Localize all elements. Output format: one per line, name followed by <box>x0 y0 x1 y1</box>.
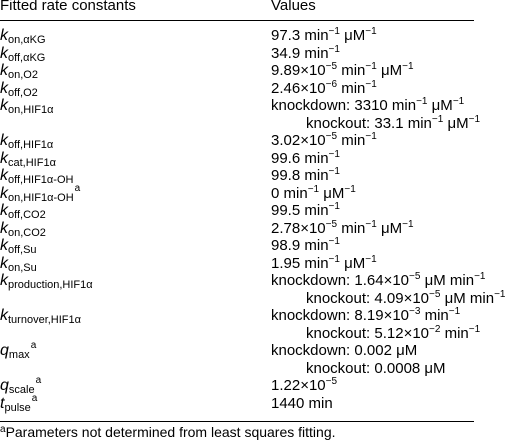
value-exponent: −1 <box>452 96 465 107</box>
symbol-subscript: max <box>8 349 30 361</box>
symbol-base: k <box>0 27 8 44</box>
parameter-value <box>271 255 377 272</box>
parameter-value <box>306 115 480 132</box>
symbol-base: k <box>0 219 8 237</box>
value-unit: μM min <box>440 289 495 307</box>
parameter-symbol <box>0 62 38 79</box>
value-text: 1.95 min <box>271 254 329 272</box>
value-unit: min <box>420 307 449 324</box>
parameter-symbol <box>0 97 54 114</box>
symbol-base: k <box>0 272 8 289</box>
parameter-symbol <box>0 150 56 167</box>
table-row <box>0 182 474 204</box>
table-row <box>0 150 474 167</box>
value-exponent: −1 <box>402 218 414 230</box>
symbol-base: q <box>0 342 9 359</box>
symbol-base: k <box>0 307 8 324</box>
value-text: 9.89×10 <box>271 62 326 79</box>
value-exponent: −1 <box>468 323 481 335</box>
table-row <box>0 342 474 359</box>
footnote-text: Parameters not determined from least squares fitting. <box>5 424 336 440</box>
value-exponent: −5 <box>325 131 338 142</box>
footnote <box>0 424 336 440</box>
header-values: Values <box>271 0 316 14</box>
value-text: 97.3 min <box>271 27 329 44</box>
table-header <box>0 0 474 18</box>
symbol-base: k <box>0 79 8 97</box>
symbol-subscript: cat,HIF1α <box>8 156 56 169</box>
value-exponent: −1 <box>328 201 340 212</box>
table-row <box>0 271 486 291</box>
value-text: 99.5 min <box>271 202 329 219</box>
table-row <box>0 288 505 307</box>
value-exponent: −5 <box>429 288 441 300</box>
parameter-symbol <box>0 202 46 219</box>
value-exponent: −1 <box>365 218 377 230</box>
symbol-base: k <box>0 184 8 202</box>
parameter-value <box>271 132 377 149</box>
value-text: knockdown: 0.002 μM <box>271 342 418 359</box>
value-exponent: −1 <box>328 26 340 37</box>
value-unit: min <box>337 132 366 149</box>
table-row <box>0 45 474 62</box>
value-exponent: −3 <box>409 306 421 317</box>
value-unit: μM <box>427 97 453 114</box>
symbol-subscript: on,αKG <box>8 34 46 46</box>
value-text: 0 min <box>271 184 308 202</box>
symbol-base: k <box>0 44 8 62</box>
parameter-value <box>271 237 340 254</box>
value-text: knockdown: 1.64×10 <box>271 272 410 289</box>
symbol-subscript: on,O2 <box>8 69 38 81</box>
value-exponent: −1 <box>448 306 461 317</box>
table-row <box>0 27 474 44</box>
value-exponent: −5 <box>325 376 338 387</box>
symbol-subscript: off,Su <box>8 244 37 256</box>
symbol-base: k <box>0 132 8 149</box>
parameter-symbol <box>0 27 46 44</box>
symbol-subscript: scale <box>8 384 35 396</box>
value-exponent: −1 <box>328 236 340 247</box>
symbol-subscript: on,CO2 <box>8 226 46 239</box>
value-unit: μM <box>339 254 366 272</box>
parameter-symbol <box>0 80 38 97</box>
value-text: 99.8 min <box>271 167 329 184</box>
value-text: knockout: 4.09×10 <box>306 289 430 307</box>
value-text: 34.9 min <box>271 44 329 62</box>
value-exponent: −1 <box>328 166 340 177</box>
symbol-subscript: off,HIF1α <box>8 139 54 151</box>
parameter-value <box>271 272 486 289</box>
parameter-value <box>271 97 464 114</box>
value-exponent: −1 <box>416 96 428 107</box>
value-exponent: −1 <box>494 288 505 300</box>
value-exponent: −5 <box>325 61 338 72</box>
symbol-base: k <box>0 149 8 167</box>
table-row <box>0 80 474 97</box>
table-row <box>0 255 474 272</box>
parameter-value <box>271 377 337 394</box>
parameter-symbol <box>0 342 36 359</box>
value-exponent: −1 <box>402 61 414 72</box>
parameter-value <box>271 150 340 167</box>
value-exponent: −2 <box>429 323 441 335</box>
value-text: 2.46×10 <box>271 79 326 97</box>
parameter-value <box>271 202 340 219</box>
table-row <box>0 97 474 114</box>
header-fitted-rate-constants: Fitted rate constants <box>0 0 136 14</box>
symbol-subscript: on,HIF1α-OH <box>8 191 74 204</box>
value-unit: μM <box>319 184 345 202</box>
symbol-base: k <box>0 254 8 272</box>
value-exponent: −1 <box>328 148 340 160</box>
parameter-value <box>271 220 414 237</box>
value-exponent: −1 <box>344 183 356 195</box>
parameter-symbol <box>0 237 37 254</box>
table-row <box>0 113 481 132</box>
value-text: 2.78×10 <box>271 219 326 237</box>
symbol-superscript: a <box>30 340 37 351</box>
value-unit: μM min <box>420 272 475 289</box>
parameter-symbol <box>0 272 93 289</box>
table-row <box>0 360 474 377</box>
table-row <box>0 323 481 342</box>
value-text: 1.22×10 <box>271 377 326 394</box>
parameter-value <box>306 360 446 377</box>
parameter-value <box>271 185 356 202</box>
value-unit: min <box>337 79 366 97</box>
value-unit: min <box>440 324 469 342</box>
table-row <box>0 377 474 394</box>
value-exponent: −1 <box>365 61 377 72</box>
symbol-base: k <box>0 62 8 79</box>
value-exponent: −5 <box>325 218 338 230</box>
value-text: 1440 min <box>271 394 333 412</box>
parameter-value <box>271 80 377 97</box>
value-text: knockdown: 3310 min <box>271 97 417 114</box>
table-row <box>0 307 474 324</box>
value-text: knockout: 5.12×10 <box>306 324 430 342</box>
value-exponent: −1 <box>307 183 320 195</box>
symbol-superscript: a <box>35 375 42 386</box>
value-exponent: −1 <box>365 26 377 37</box>
value-unit: μM <box>443 114 469 132</box>
footnote-mark: a <box>0 424 6 435</box>
symbol-superscript: a <box>31 392 38 404</box>
bottom-rule <box>0 421 474 422</box>
value-text: 3.02×10 <box>271 132 326 149</box>
symbol-superscript: a <box>74 182 81 194</box>
parameter-value <box>271 307 460 324</box>
parameter-symbol <box>0 220 46 237</box>
table-row <box>0 132 474 149</box>
symbol-base: q <box>0 377 9 394</box>
symbol-base: t <box>0 394 5 412</box>
parameter-value <box>271 45 340 62</box>
value-exponent: −1 <box>431 113 444 125</box>
symbol-subscript: production,HIF1α <box>8 279 93 291</box>
parameter-symbol <box>0 182 81 204</box>
value-exponent: −1 <box>365 131 377 142</box>
parameter-value <box>271 342 417 359</box>
parameter-symbol <box>0 307 81 324</box>
symbol-subscript: off,HIF1α-OH <box>8 174 74 186</box>
value-text: 98.9 min <box>271 237 329 254</box>
symbol-base: k <box>0 237 8 254</box>
symbol-base: k <box>0 97 8 114</box>
table-row <box>0 392 474 414</box>
value-exponent: −5 <box>409 271 421 282</box>
value-unit: min <box>337 219 366 237</box>
symbol-subscript: off,CO2 <box>8 209 46 221</box>
parameter-symbol <box>0 167 73 184</box>
parameter-value <box>306 325 480 342</box>
symbol-base: k <box>0 167 8 184</box>
parameter-value <box>306 290 505 307</box>
value-exponent: −1 <box>365 78 377 90</box>
symbol-subscript: on,HIF1α <box>8 104 54 116</box>
value-unit: μM <box>376 219 403 237</box>
value-unit: μM <box>339 27 366 44</box>
table-row <box>0 62 474 79</box>
symbol-subscript: off,αKG <box>8 51 46 64</box>
parameter-symbol <box>0 45 45 62</box>
value-exponent: −1 <box>468 113 481 125</box>
parameter-value <box>271 167 340 184</box>
table-row <box>0 237 474 254</box>
symbol-subscript: pulse <box>4 401 31 414</box>
value-exponent: −6 <box>325 78 338 90</box>
parameter-symbol <box>0 255 37 272</box>
value-unit: μM <box>376 62 403 79</box>
value-exponent: −1 <box>474 271 486 282</box>
table-row <box>0 167 474 184</box>
symbol-subscript: on,Su <box>8 261 37 274</box>
parameter-value <box>271 62 414 79</box>
value-text: 99.6 min <box>271 149 329 167</box>
symbol-subscript: off,O2 <box>8 86 38 99</box>
parameter-symbol <box>0 392 38 414</box>
value-unit: min <box>337 62 366 79</box>
parameter-value <box>271 27 377 44</box>
header-rule <box>0 20 474 21</box>
value-text: knockout: 0.0008 μM <box>306 359 446 377</box>
value-exponent: −1 <box>365 253 377 265</box>
table-row <box>0 202 474 219</box>
parameter-symbol <box>0 377 41 394</box>
value-exponent: −1 <box>328 43 340 55</box>
symbol-subscript: turnover,HIF1α <box>8 314 81 326</box>
value-exponent: −1 <box>328 253 340 265</box>
value-text: knockdown: 8.19×10 <box>271 307 410 324</box>
table-row <box>0 220 474 237</box>
value-text: knockout: 33.1 min <box>306 114 432 132</box>
symbol-base: k <box>0 202 8 219</box>
parameter-symbol <box>0 132 53 149</box>
parameter-value <box>271 395 333 412</box>
